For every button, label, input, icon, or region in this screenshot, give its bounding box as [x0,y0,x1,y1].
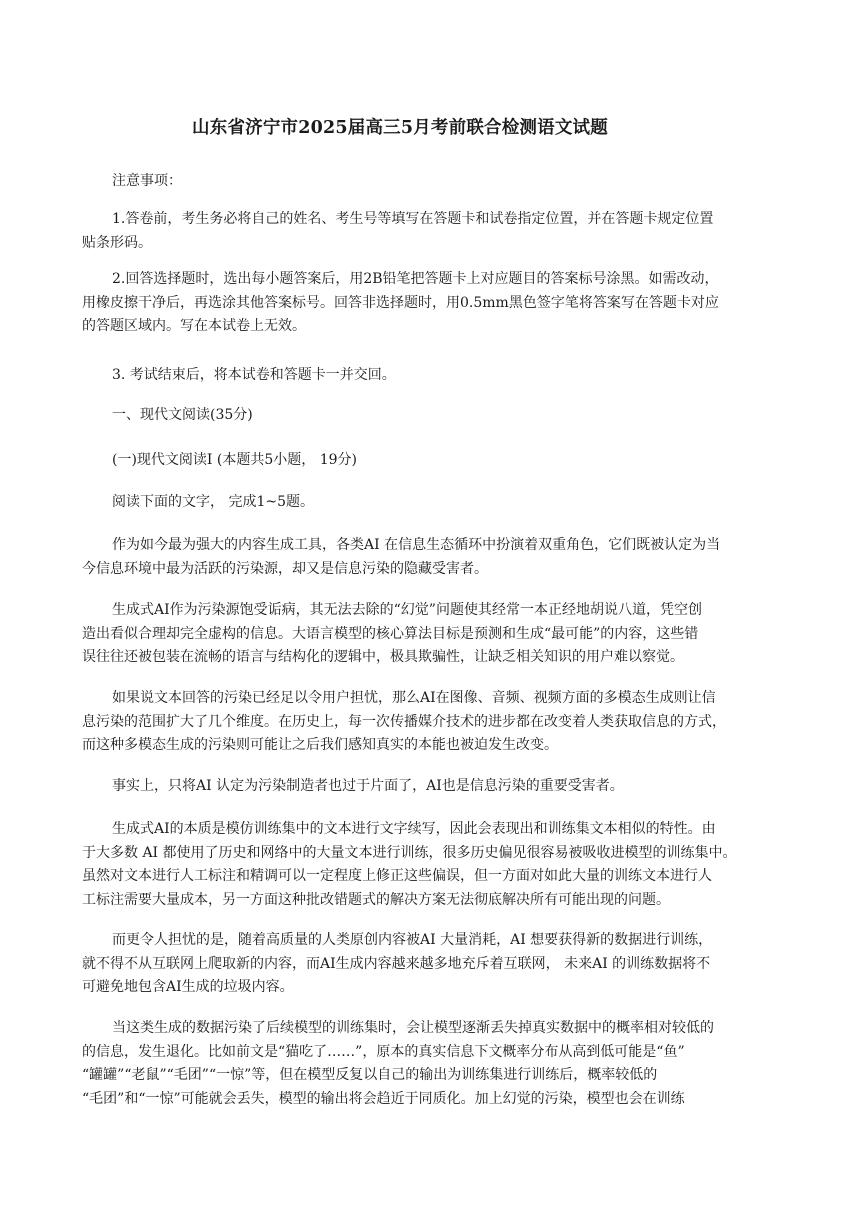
reading-paragraph [82,775,794,799]
notice-item-3 [82,364,794,388]
text-line: 贴条形码。 [82,234,152,251]
notice-heading [82,170,794,194]
reading-instruction [82,491,794,515]
section-heading [82,404,794,428]
text-line: 误往往还被包装在流畅的语言与结构化的逻辑中，极具欺骗性，让缺乏相关知识的用户难以察觉。 [82,649,684,665]
text-line: 而更令人担忧的是，随着高质量的人类原创内容被AI 大量消耗，AI 想要获得新的数据进行训练， [112,932,713,948]
text-line: “罐罐”“老鼠”“毛团”“一惊”等，但在模型反复以自己的输出为训练集进行训练后，概率较低的 [82,1067,658,1083]
subsection-heading [82,449,794,473]
text-line: 生成式AI作为污染源饱受诟病，其无法去除的“幻觉”问题使其经常一本正经地胡说八道，凭空创 [112,602,702,618]
text-line: 生成式AI的本质是模仿训练集中的文本进行文字续写，因此会表现出和训练集文本相似的特性。由 [112,821,716,837]
notice-item-2 [82,268,794,339]
text-line: 2.回答选择题时，选出每小题答案后，用2B铅笔把答题卡上对应题目的答案标号涂黑。如需改动， [112,271,719,287]
text-line: 注意事项： [112,173,182,189]
reading-paragraph [82,687,794,758]
text-line: 就不得不从互联网上爬取新的内容，而AI生成内容越来越多地充斥着互联网， 未来AI 的训练数据将不 [82,955,711,972]
text-line: 当这类生成的数据污染了后续模型的训练集时，会让模型逐渐丢失掉真实数据中的概率相对较低的 [112,1020,714,1036]
text-line: 的信息，发生退化。比如前文是“猫吃了……”，原本的真实信息下文概率分布从高到低可能是“鱼” [82,1043,685,1060]
text-line: 用橡皮擦干净后，再选涂其他答案标号。回答非选择题时，用0.5mm黑色签字笔将答案写在答题卡对应 [82,294,719,311]
text-line: (一)现代文阅读Ⅰ (本题共5小题， 19分) [112,452,357,468]
text-line: 于大多数 AI 都使用了历史和网络中的大量文本进行训练，很多历史偏见很容易被吸收进模型的训练集中。 [82,844,737,861]
text-line: 而这种多模态生成的污染则可能让之后我们感知真实的本能也被迫发生改变。 [82,737,558,753]
text-line: 如果说文本回答的污染已经足以令用户担忧，那么AI在图像、音频、视频方面的多模态生成则让信 [112,690,716,706]
text-line: 作为如今最为强大的内容生成工具，各类AI 在信息生态循环中扮演着双重角色，它们既被认定为当 [112,537,721,553]
text-line: 阅读下面的文字， 完成1~5题。 [112,494,314,510]
reading-paragraph [82,818,794,912]
reading-paragraph [82,929,794,1000]
text-line: 虽然对文本进行人工标注和精调可以一定程度上修正这些偏误，但一方面对如此大量的训练文本进行人 [82,868,712,884]
text-line: 可避免地包含AI生成的垃圾内容。 [82,979,294,995]
reading-paragraph [82,1017,794,1111]
text-line: 造出看似合理却完全虚构的信息。大语言模型的核心算法目标是预测和生成“最可能”的内容，这些错 [82,625,699,642]
text-line: 的答题区域内。写在本试卷上无效。 [82,318,306,334]
reading-paragraph [82,534,794,581]
text-line: 一、现代文阅读(35分) [112,407,253,423]
notice-item-1 [82,208,794,255]
reading-paragraph [82,599,794,670]
text-line: 工标注需要大量成本，另一方面这种批改错题式的解决方案无法彻底解决所有可能出现的问题。 [82,891,670,908]
text-line: 今信息环境中最为活跃的污染源，却又是信息污染的隐藏受害者。 [82,560,488,577]
text-line: 息污染的范围扩大了几个维度。在历史上，每一次传播媒介技术的进步都在改变着人类获取信息的方式， [82,713,726,730]
text-line: “毛团”和“一惊”可能就会丢失，模型的输出将会趋近于同质化。加上幻觉的污染，模型也会在训练 [82,1090,685,1107]
exam-title: 山东省济宁市2025届高三5月考前联合检测语文试题 [192,118,608,138]
text-line: 1.答卷前，考生务必将自己的姓名、考生号等填写在答题卡和试卷指定位置，并在答题卡规定位置 [112,211,714,227]
text-line: 3. 考试结束后，将本试卷和答题卡一并交回。 [112,367,396,383]
text-line: 事实上，只将AI 认定为污染制造者也过于片面了，AI也是信息污染的重要受害者。 [112,778,624,794]
